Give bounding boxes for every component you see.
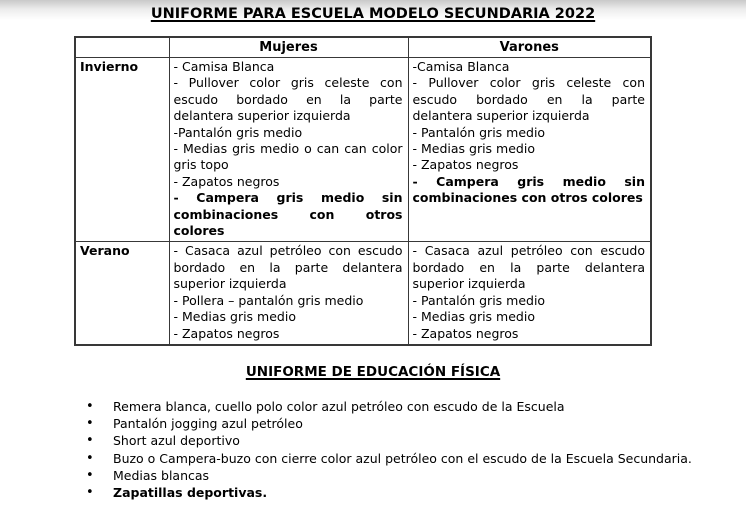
list-item-text: Zapatillas deportivas. (113, 484, 268, 500)
uniform-item: - Medias gris medio o can can color gris topo (173, 141, 403, 173)
uniform-table (74, 36, 652, 346)
pe-uniform-list (0, 398, 746, 501)
uniform-item: -Pantalón gris medio (173, 124, 303, 140)
list-item-text: Short azul deportivo (113, 433, 240, 449)
pe-section-title: UNIFORME DE EDUCACIÓN FÍSICA (245, 363, 501, 380)
uniform-item: - Pantalón gris medio (412, 124, 546, 140)
uniform-item: - Campera gris medio sin combinaciones con otros colores (412, 173, 645, 206)
uniform-item: - Camisa Blanca (173, 59, 275, 74)
uniform-item: - Zapatos negros (412, 325, 519, 341)
uniform-item: - Zapatos negros (173, 325, 280, 341)
bullet-icon: • (86, 484, 94, 500)
table-header-row (75, 37, 651, 58)
season-label-invierno: Invierno (75, 58, 169, 242)
uniform-item: - Pullover color gris celeste con escudo bordado en la parte delantera superior izquierda (173, 75, 403, 124)
list-item (86, 398, 746, 415)
bullet-icon: • (86, 433, 94, 449)
document-title: UNIFORME PARA ESCUELA MODELO SECUNDARIA 2022 (150, 6, 596, 22)
cell-invierno-mujeres (169, 58, 408, 242)
uniform-item: - Zapatos negros (412, 157, 519, 173)
table-header-season (75, 37, 169, 58)
list-item-text: Medias blancas (113, 467, 210, 483)
season-label-verano: Verano (75, 242, 169, 345)
list-item (86, 484, 746, 501)
list-item (86, 450, 746, 467)
table-header-varones: Varones (408, 37, 651, 58)
uniform-item: - Casaca azul petróleo con escudo bordado en la parte delantera superior izquierda (412, 243, 645, 292)
cell-verano-varones (408, 242, 651, 345)
list-item-text: Buzo o Campera-buzo con cierre color azul petróleo con el escudo de la Escuela Secundaria. (113, 450, 692, 466)
list-item (86, 467, 746, 484)
list-item-text: Pantalón jogging azul petróleo (113, 416, 303, 432)
uniform-item: -Camisa Blanca (412, 59, 510, 74)
table-row-invierno (75, 58, 651, 242)
cell-invierno-varones (408, 58, 651, 242)
uniform-item: - Casaca azul petróleo con escudo bordado en la parte delantera superior izquierda (173, 243, 403, 292)
uniform-item: - Pullover color gris celeste con escudo bordado en la parte delantera superior izquierda (412, 75, 645, 124)
list-item (86, 432, 746, 449)
cell-verano-mujeres (169, 242, 408, 345)
bullet-icon: • (86, 450, 94, 466)
table-row-verano (75, 242, 651, 345)
uniform-item: - Medias gris medio (412, 141, 535, 157)
uniform-item: - Campera gris medio sin combinaciones con otros colores (173, 190, 403, 239)
uniform-item: - Medias gris medio (173, 309, 296, 325)
bullet-icon: • (86, 467, 94, 483)
uniform-item: - Pollera – pantalón gris medio (173, 292, 364, 308)
list-item (86, 415, 746, 432)
uniform-item: - Zapatos negros (173, 173, 280, 189)
uniform-item: - Pantalón gris medio (412, 292, 546, 308)
bullet-icon: • (86, 398, 94, 414)
table-header-mujeres: Mujeres (169, 37, 408, 58)
uniform-item: - Medias gris medio (412, 309, 535, 325)
list-item-text: Remera blanca, cuello polo color azul petróleo con escudo de la Escuela (113, 398, 565, 414)
bullet-icon: • (86, 416, 94, 432)
